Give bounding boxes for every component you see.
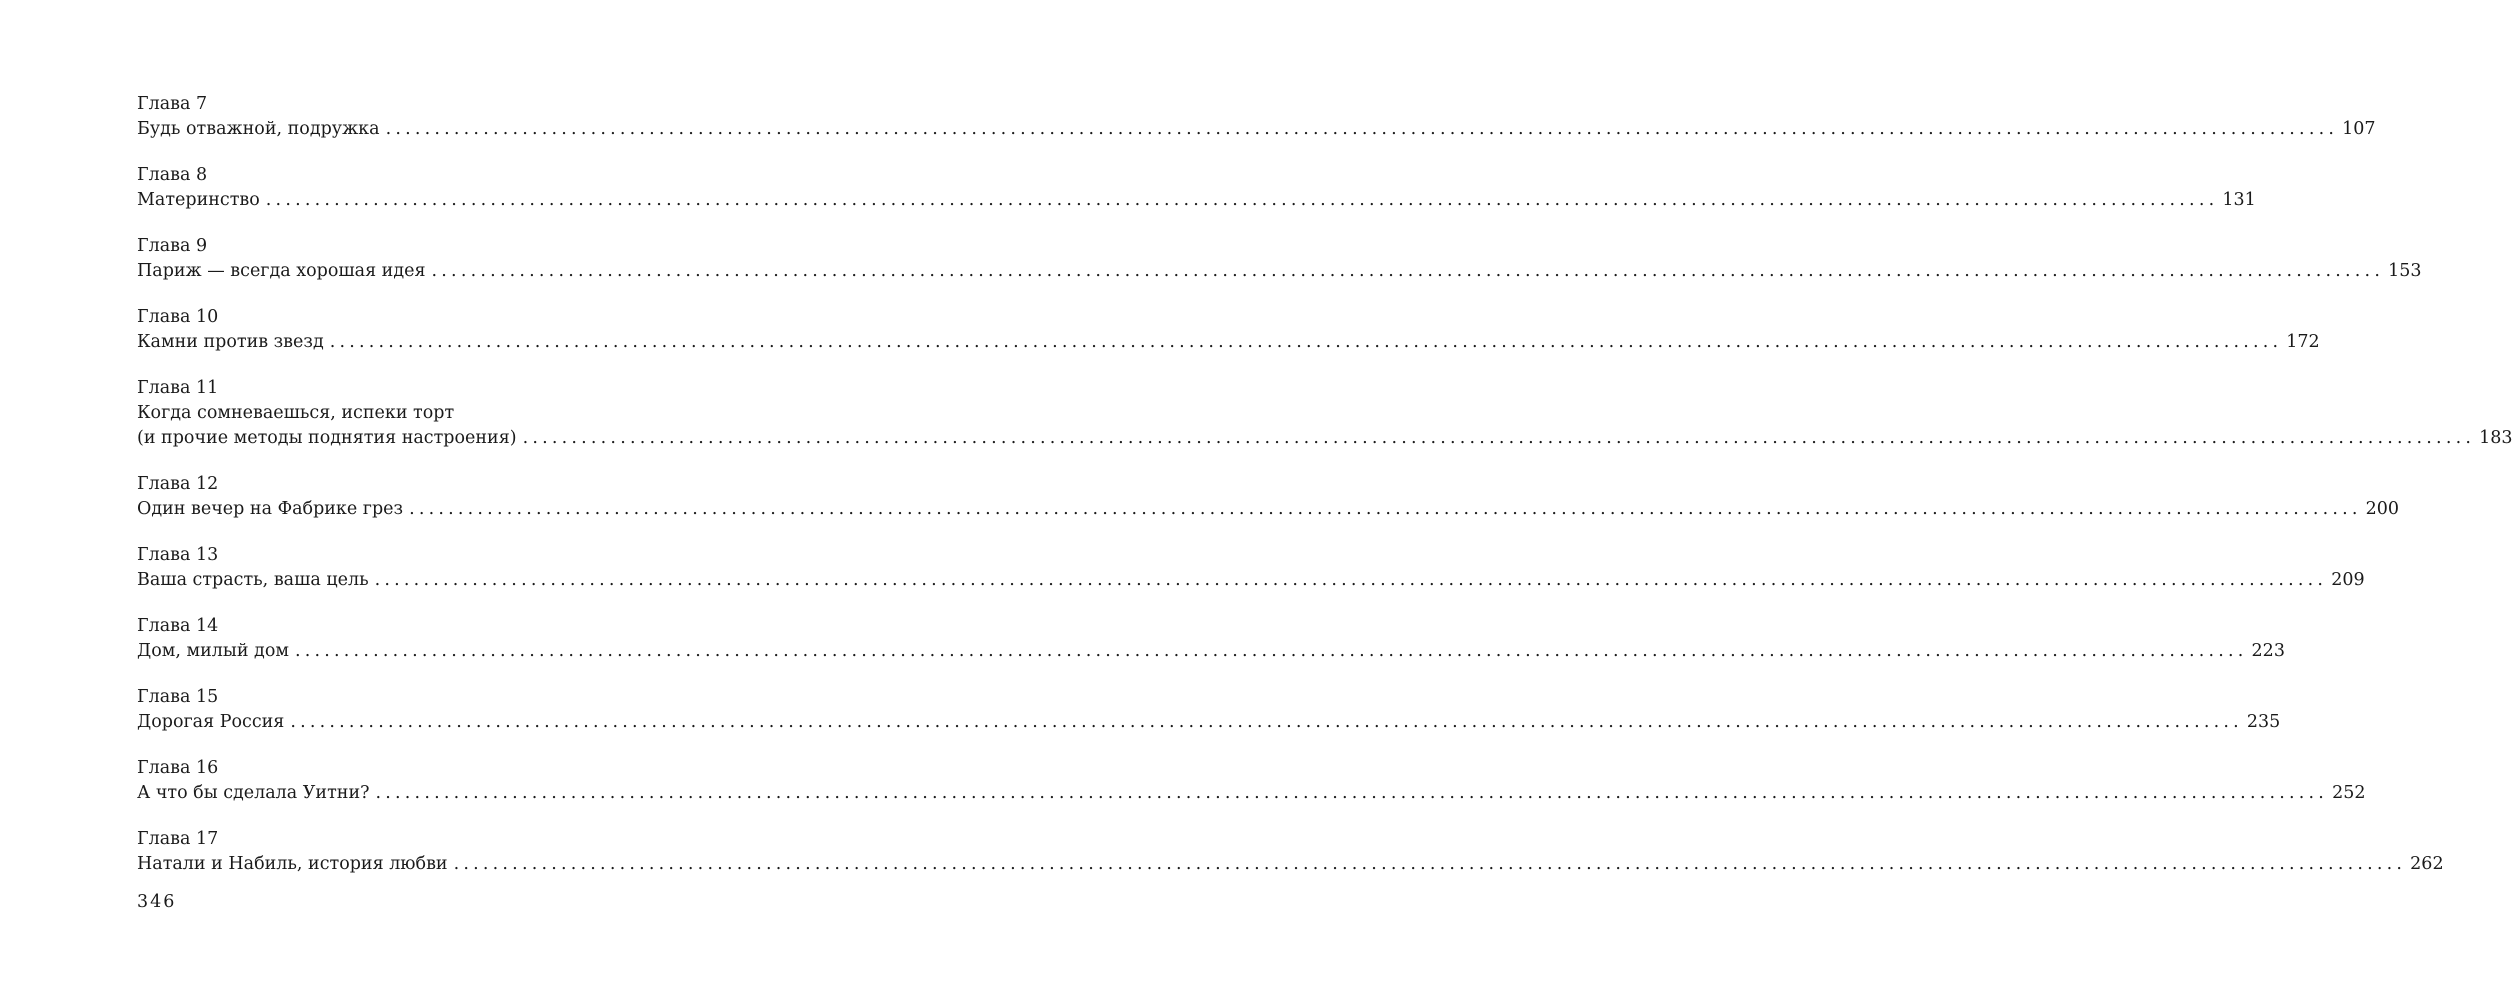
chapter-title: А что бы сделала Уитни?: [137, 783, 370, 803]
page-ref: 252: [2332, 783, 2366, 803]
chapter-title-line: [137, 497, 2400, 522]
chapter-label: Глава 13: [137, 545, 219, 565]
toc-entry: [137, 614, 2285, 664]
page-ref: 262: [2410, 854, 2444, 874]
toc-entry: [137, 234, 2422, 284]
dot-leader: ........................................................................................................................................................................................................: [329, 332, 2283, 352]
chapter-title: Натали и Набиль, история любви: [137, 854, 448, 874]
dot-leader: ........................................................................................................................................................................................................: [375, 783, 2329, 803]
toc-entry: [137, 685, 2281, 735]
page-ref: 235: [2246, 712, 2281, 732]
toc-entry: [137, 305, 2320, 355]
chapter-label: Глава 10: [137, 307, 219, 327]
chapter-title: Когда сомневаешься, испеки торт: [137, 403, 455, 423]
page-ref: 107: [2342, 119, 2376, 139]
chapter-label: Глава 16: [137, 758, 219, 778]
chapter-label: Глава 14: [137, 616, 219, 636]
chapter-title: Будь отважной, подружка: [137, 119, 380, 139]
chapter-title-line: [137, 330, 2320, 355]
chapter-title-line: [137, 401, 710, 426]
chapter-title-line: [137, 188, 2256, 213]
dot-leader: ........................................................................................................................................................................................................: [294, 641, 2248, 661]
chapter-title: Дом, милый дом: [137, 641, 289, 661]
toc-entry: [137, 756, 2366, 806]
chapter-title: Материнство: [137, 190, 260, 210]
dot-leader: ........................................................................................................................................................................................................: [265, 190, 2219, 210]
chapter-label: Глава 15: [137, 687, 219, 707]
dot-leader: ........................................................................................................................................................................................................: [385, 119, 2339, 139]
chapter-title-line: [137, 710, 2281, 735]
chapter-title: Ваша страсть, ваша цель: [137, 570, 369, 590]
chapter-title: Камни против звезд: [137, 332, 324, 352]
toc-entry: [137, 543, 2365, 593]
page-ref: 223: [2251, 641, 2285, 661]
chapter-title: Париж — всегда хорошая идея: [137, 261, 426, 281]
dot-leader: ........................................................................................................................................................................................................: [522, 428, 2476, 448]
page-number: 346: [137, 892, 177, 912]
toc-entry: [137, 827, 2444, 877]
chapter-title-line: [137, 568, 2365, 593]
dot-leader: ........................................................................................................................................................................................................: [453, 854, 2407, 874]
dot-leader: ........................................................................................................................................................................................................: [290, 712, 2243, 732]
chapter-label: Глава 9: [137, 236, 208, 256]
page-ref: 183: [2479, 428, 2513, 448]
chapter-title: (и прочие методы поднятия настроения): [137, 428, 517, 448]
chapter-title-line: [137, 117, 2376, 142]
page-ref: 200: [2365, 499, 2400, 519]
page-ref: 153: [2388, 261, 2422, 281]
chapter-title-line: [137, 259, 2422, 284]
toc-entry: [137, 376, 2513, 451]
toc-entry: [137, 163, 2256, 213]
chapter-label: Глава 11: [137, 378, 219, 398]
chapter-title-line: [137, 781, 2366, 806]
dot-leader: ........................................................................................................................................................................................................: [409, 499, 2362, 519]
chapter-title-line: [137, 639, 2285, 664]
chapter-label: Глава 8: [137, 165, 208, 185]
chapter-label: Глава 17: [137, 829, 219, 849]
page-ref: 172: [2286, 332, 2320, 352]
page-ref: 131: [2222, 190, 2256, 210]
page-ref: 209: [2331, 570, 2365, 590]
dot-leader: ........................................................................................................................................................................................................: [374, 570, 2328, 590]
chapter-title-line: [137, 852, 2444, 877]
chapter-title: Дорогая Россия: [137, 712, 285, 732]
dot-leader: ........................................................................................................................................................................................................: [431, 261, 2385, 281]
chapter-label: Глава 7: [137, 94, 208, 114]
chapter-title-line: [137, 426, 2513, 451]
chapter-label: Глава 12: [137, 474, 219, 494]
toc-entry: [137, 472, 2400, 522]
toc-entry: [137, 92, 2376, 142]
chapter-title: Один вечер на Фабрике грез: [137, 499, 404, 519]
table-of-contents: [137, 92, 2513, 877]
